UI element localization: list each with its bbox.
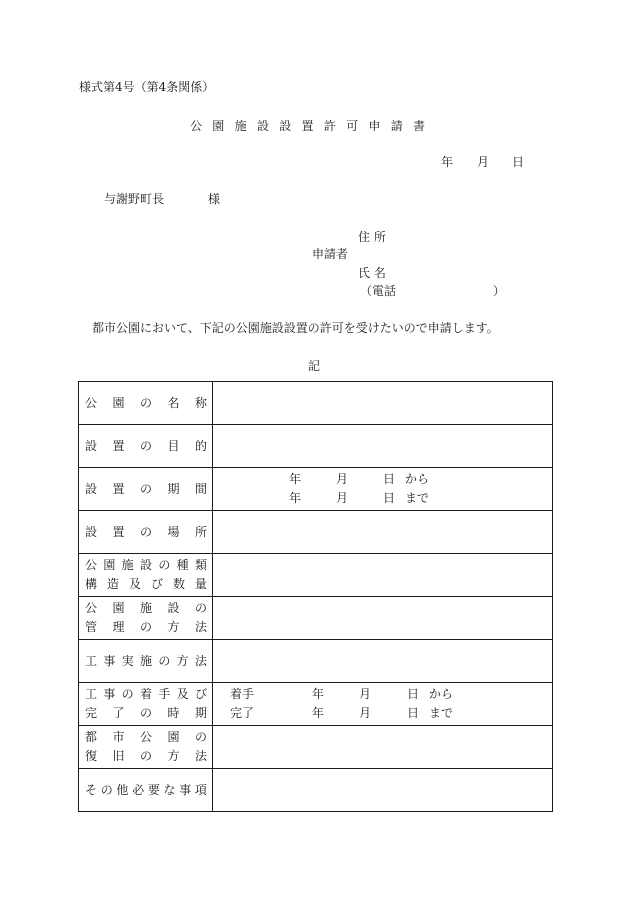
table-row (79, 382, 553, 425)
label-char: 目 (167, 438, 180, 453)
label-char: 期 (167, 481, 180, 496)
label-char: 方 (167, 620, 180, 634)
label-char: 旧 (112, 749, 125, 763)
period-from-suffix: から (405, 472, 430, 486)
location-field[interactable] (213, 511, 553, 554)
label-char: 構 (85, 577, 98, 591)
row-label (79, 640, 213, 683)
label-char: の (139, 524, 152, 539)
date-year-label: 年 (441, 155, 454, 169)
construction-start-suffix: から (429, 687, 454, 701)
purpose-field[interactable] (213, 425, 553, 468)
row-label (79, 511, 213, 554)
ki-label: 記 (308, 359, 321, 373)
label-char: 設 (167, 601, 180, 615)
table-row (79, 425, 553, 468)
row-label (79, 468, 213, 511)
label-char: 項 (194, 782, 207, 797)
park-name-field[interactable] (213, 382, 553, 425)
label-char: の (139, 749, 152, 763)
label-char: 手 (158, 687, 171, 701)
label-line (85, 575, 207, 594)
construction-start-label: 着手 (230, 687, 255, 701)
table-row (79, 468, 553, 511)
label-char: 市 (112, 730, 125, 744)
label-char: び (150, 577, 163, 591)
addressee-suffix: 様 (208, 192, 221, 206)
label-char: な (163, 782, 176, 797)
label-char: 実 (121, 653, 134, 668)
label-char: 置 (112, 481, 125, 496)
label-char: の (139, 438, 152, 453)
construction-end-month: 月 (359, 706, 372, 720)
label-char: 的 (194, 438, 207, 453)
label-char: 完 (85, 706, 98, 720)
period-to-line (213, 489, 552, 508)
label-char: の (158, 558, 171, 572)
label-char: 置 (112, 438, 125, 453)
label-char: 必 (132, 782, 145, 797)
label-line (85, 652, 207, 671)
detail-table (78, 381, 553, 812)
construction-end-day: 日 (407, 706, 420, 720)
label-char: 場 (167, 524, 180, 539)
document-title: 公園施設設置許可申請書 (190, 119, 436, 133)
label-char: 方 (176, 653, 189, 668)
label-char: の (139, 395, 152, 410)
date-day-label: 日 (512, 155, 525, 169)
row-label (79, 683, 213, 726)
label-line (85, 747, 207, 766)
period-to-year: 年 (289, 491, 302, 505)
label-char: 種 (176, 558, 189, 572)
label-char: 法 (194, 653, 207, 668)
label-char: 他 (116, 782, 129, 797)
label-char: 方 (167, 749, 180, 763)
label-char: 施 (121, 558, 134, 572)
label-char: 置 (112, 524, 125, 539)
label-line (85, 556, 207, 575)
label-char: 了 (112, 706, 125, 720)
label-char: 工 (85, 687, 98, 701)
label-char: 設 (85, 481, 98, 496)
label-char: 工 (85, 653, 98, 668)
period-from-line (213, 470, 552, 489)
label-line (85, 704, 207, 723)
label-char: び (194, 687, 207, 701)
label-char: 園 (112, 395, 125, 410)
addressee: 与謝野町長 (104, 192, 165, 206)
label-char: 公 (139, 730, 152, 744)
label-char: 事 (103, 653, 116, 668)
period-to-day: 日 (383, 491, 396, 505)
name-label: 氏 名 (358, 266, 386, 280)
label-char: 設 (85, 438, 98, 453)
period-field[interactable] (213, 468, 553, 511)
label-char: 事 (179, 782, 192, 797)
other-matters-field[interactable] (213, 769, 553, 812)
label-char: 都 (85, 730, 98, 744)
label-char: 要 (147, 782, 160, 797)
construction-end-line (213, 704, 552, 723)
table-row (79, 554, 553, 597)
table-row (79, 511, 553, 554)
construction-method-field[interactable] (213, 640, 553, 683)
label-char: 園 (167, 730, 180, 744)
construction-end-suffix: まで (429, 706, 454, 720)
label-char: 公 (85, 395, 98, 410)
label-char: 着 (139, 687, 152, 701)
table-row (79, 597, 553, 640)
construction-start-day: 日 (407, 687, 420, 701)
table-row (79, 640, 553, 683)
construction-period-field[interactable] (213, 683, 553, 726)
label-char: 公 (85, 558, 98, 572)
label-char: 公 (85, 601, 98, 615)
period-to-month: 月 (336, 491, 349, 505)
label-char: 復 (85, 749, 98, 763)
label-char: 時 (167, 706, 180, 720)
label-char: 造 (106, 577, 119, 591)
label-char: 園 (112, 601, 125, 615)
label-line (85, 618, 207, 637)
label-char: の (139, 706, 152, 720)
table-row (79, 683, 553, 726)
table-row (79, 726, 553, 769)
body-text: 都市公園において、下記の公園施設設置の許可を受けたいので申請します。 (92, 321, 499, 335)
form-number: 様式第4号（第4条関係） (79, 80, 215, 94)
label-line (85, 728, 207, 747)
label-char: 名 (167, 395, 180, 410)
label-char: 法 (194, 620, 207, 634)
label-char: そ (85, 782, 98, 797)
label-char: 間 (194, 481, 207, 496)
label-char: の (139, 620, 152, 634)
construction-start-month: 月 (359, 687, 372, 701)
label-char: 所 (194, 524, 207, 539)
row-label (79, 382, 213, 425)
period-from-month: 月 (336, 472, 349, 486)
label-char: 施 (139, 601, 152, 615)
applicant-label: 申請者 (312, 247, 349, 261)
construction-end-label: 完了 (230, 706, 255, 720)
label-char: 及 (176, 687, 189, 701)
label-line (85, 523, 207, 542)
label-char: 管 (85, 620, 98, 634)
label-char: 設 (139, 558, 152, 572)
label-char: 類 (194, 558, 207, 572)
phone-label: （電話 (360, 284, 397, 298)
construction-start-line (213, 685, 552, 704)
label-line (85, 685, 207, 704)
row-label (79, 769, 213, 812)
label-char: 園 (103, 558, 116, 572)
row-label (79, 554, 213, 597)
label-char: の (194, 601, 207, 615)
row-label (79, 425, 213, 468)
management-method-field[interactable] (213, 597, 553, 640)
label-line (85, 781, 207, 800)
label-char: の (139, 481, 152, 496)
label-char: 量 (194, 577, 207, 591)
label-char: 及 (128, 577, 141, 591)
label-char: 称 (194, 395, 207, 410)
period-from-day: 日 (383, 472, 396, 486)
label-char: の (121, 687, 134, 701)
period-to-suffix: まで (405, 491, 430, 505)
row-label (79, 726, 213, 769)
label-char: 期 (194, 706, 207, 720)
label-char: の (194, 730, 207, 744)
label-line (85, 437, 207, 456)
table-row (79, 769, 553, 812)
address-label: 住 所 (358, 230, 386, 244)
label-line (85, 599, 207, 618)
label-line (85, 394, 207, 413)
label-char: 事 (103, 687, 116, 701)
label-char: の (158, 653, 171, 668)
restoration-method-field[interactable] (213, 726, 553, 769)
row-label (79, 597, 213, 640)
period-from-year: 年 (289, 472, 302, 486)
label-char: 設 (85, 524, 98, 539)
label-char: 理 (112, 620, 125, 634)
label-line (85, 480, 207, 499)
label-char: の (100, 782, 113, 797)
label-char: 施 (139, 653, 152, 668)
label-char: 数 (172, 577, 185, 591)
facility-type-field[interactable] (213, 554, 553, 597)
date-month-label: 月 (477, 155, 490, 169)
phone-close-paren: ） (493, 284, 506, 298)
construction-start-year: 年 (312, 687, 325, 701)
label-char: 法 (194, 749, 207, 763)
construction-end-year: 年 (312, 706, 325, 720)
